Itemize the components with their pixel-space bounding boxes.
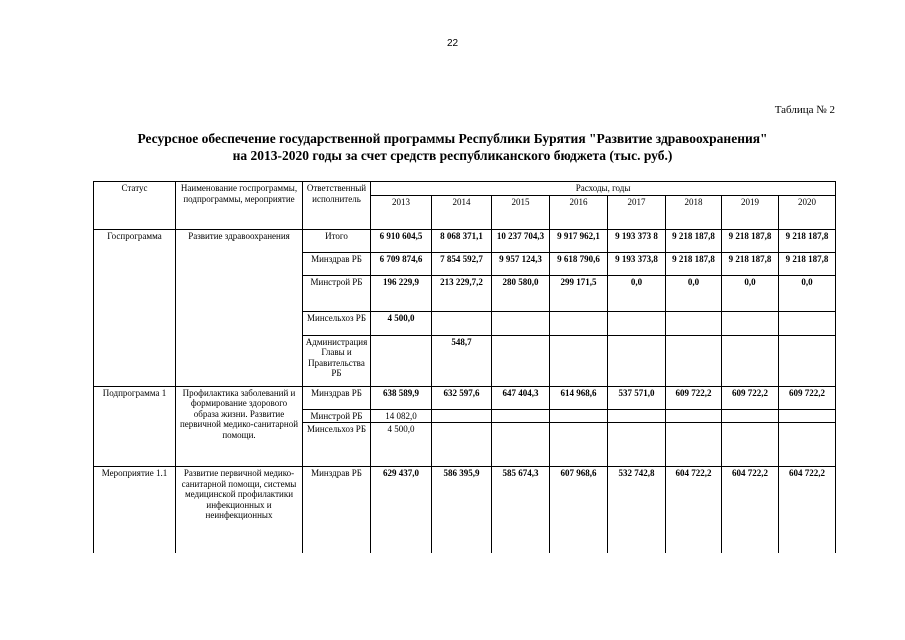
value-cell: 0,0 — [608, 275, 666, 311]
value-cell — [722, 423, 779, 467]
value-cell: 6 709 874,6 — [371, 252, 432, 275]
header-executor: Ответственный исполнитель — [303, 182, 371, 230]
value-cell — [550, 409, 608, 423]
value-cell: 196 229,9 — [371, 275, 432, 311]
header-status: Статус — [94, 182, 176, 230]
value-cell: 299 171,5 — [550, 275, 608, 311]
value-cell — [779, 423, 836, 467]
value-cell — [550, 311, 608, 335]
value-cell: 9 218 187,8 — [722, 252, 779, 275]
value-cell — [492, 409, 550, 423]
executor-cell: Минсельхоз РБ — [303, 311, 371, 335]
value-cell: 9 218 187,8 — [666, 252, 722, 275]
status-cell: Мероприятие 1.1 — [94, 467, 176, 553]
value-cell: 9 218 187,8 — [779, 229, 836, 252]
value-cell — [432, 409, 492, 423]
document-title — [60, 130, 845, 164]
value-cell — [666, 311, 722, 335]
status-cell: Госпрограмма — [94, 229, 176, 386]
value-cell: 6 910 604,5 — [371, 229, 432, 252]
value-cell — [608, 423, 666, 467]
value-cell: 9 218 187,8 — [779, 252, 836, 275]
value-cell — [550, 423, 608, 467]
header-year: 2013 — [371, 195, 432, 229]
value-cell: 537 571,0 — [608, 386, 666, 409]
table-label: Таблица № 2 — [774, 104, 835, 116]
name-cell: Развитие здравоохранения — [176, 229, 303, 386]
resources-table — [93, 181, 836, 553]
value-cell — [722, 335, 779, 386]
value-cell: 629 437,0 — [371, 467, 432, 553]
value-cell — [722, 311, 779, 335]
title-line-2: на 2013-2020 годы за счет средств республиканского бюджета (тыс. руб.) — [232, 148, 673, 163]
value-cell: 0,0 — [779, 275, 836, 311]
value-cell: 9 618 790,6 — [550, 252, 608, 275]
value-cell: 9 218 187,8 — [722, 229, 779, 252]
value-cell — [432, 423, 492, 467]
value-cell — [492, 311, 550, 335]
page-number: 22 — [446, 38, 459, 49]
header-year: 2020 — [779, 195, 836, 229]
value-cell: 4 500,0 — [371, 423, 432, 467]
value-cell — [608, 311, 666, 335]
value-cell: 280 580,0 — [492, 275, 550, 311]
table-row — [94, 386, 836, 409]
value-cell: 604 722,2 — [666, 467, 722, 553]
value-cell — [492, 335, 550, 386]
value-cell: 647 404,3 — [492, 386, 550, 409]
executor-cell: Минздрав РБ — [303, 467, 371, 553]
executor-cell: Администрация Главы и Правительства РБ — [303, 335, 371, 386]
value-cell: 0,0 — [666, 275, 722, 311]
name-cell: Развитие первичной медико-санитарной помощи, системы медицинской профилактики инфекционных и неинфекционных — [176, 467, 303, 553]
table-row — [94, 467, 836, 553]
value-cell: 638 589,9 — [371, 386, 432, 409]
value-cell: 604 722,2 — [779, 467, 836, 553]
value-cell: 213 229,7,2 — [432, 275, 492, 311]
value-cell: 0,0 — [722, 275, 779, 311]
value-cell: 14 082,0 — [371, 409, 432, 423]
header-name: Наименование госпрограммы, подпрограммы, мероприятие — [176, 182, 303, 230]
value-cell — [779, 409, 836, 423]
executor-cell: Итого — [303, 229, 371, 252]
table-row — [94, 229, 836, 252]
executor-cell: Минздрав РБ — [303, 386, 371, 409]
name-cell: Профилактика заболеваний и формирование здорового образа жизни. Развитие первичной медико-санитарной помощи. — [176, 386, 303, 467]
value-cell: 9 193 373 8 — [608, 229, 666, 252]
value-cell: 9 218 187,8 — [666, 229, 722, 252]
value-cell: 586 395,9 — [432, 467, 492, 553]
header-year: 2018 — [666, 195, 722, 229]
value-cell: 4 500,0 — [371, 311, 432, 335]
value-cell: 609 722,2 — [722, 386, 779, 409]
value-cell: 609 722,2 — [666, 386, 722, 409]
executor-cell: Минсельхоз РБ — [303, 423, 371, 467]
executor-cell: Минстрой РБ — [303, 275, 371, 311]
value-cell: 9 957 124,3 — [492, 252, 550, 275]
status-cell: Подпрограмма 1 — [94, 386, 176, 467]
executor-cell: Минздрав РБ — [303, 252, 371, 275]
value-cell — [666, 409, 722, 423]
value-cell: 532 742,8 — [608, 467, 666, 553]
header-year: 2017 — [608, 195, 666, 229]
header-year: 2019 — [722, 195, 779, 229]
value-cell — [492, 423, 550, 467]
value-cell: 9 917 962,1 — [550, 229, 608, 252]
value-cell — [608, 335, 666, 386]
value-cell — [432, 311, 492, 335]
value-cell: 609 722,2 — [779, 386, 836, 409]
value-cell — [550, 335, 608, 386]
header-year: 2014 — [432, 195, 492, 229]
value-cell: 548,7 — [432, 335, 492, 386]
value-cell: 607 968,6 — [550, 467, 608, 553]
value-cell — [666, 335, 722, 386]
value-cell — [371, 335, 432, 386]
value-cell: 614 968,6 — [550, 386, 608, 409]
header-year: 2015 — [492, 195, 550, 229]
executor-cell: Минстрой РБ — [303, 409, 371, 423]
value-cell: 585 674,3 — [492, 467, 550, 553]
value-cell: 7 854 592,7 — [432, 252, 492, 275]
header-expenses: Расходы, годы — [371, 182, 836, 196]
title-line-1: Ресурсное обеспечение государственной программы Республики Бурятия "Развитие здравоохранения" — [137, 131, 768, 146]
value-cell: 9 193 373,8 — [608, 252, 666, 275]
value-cell — [722, 409, 779, 423]
value-cell — [608, 409, 666, 423]
value-cell — [666, 423, 722, 467]
value-cell — [779, 335, 836, 386]
value-cell: 632 597,6 — [432, 386, 492, 409]
value-cell: 8 068 371,1 — [432, 229, 492, 252]
value-cell — [779, 311, 836, 335]
value-cell: 10 237 704,3 — [492, 229, 550, 252]
header-year: 2016 — [550, 195, 608, 229]
value-cell: 604 722,2 — [722, 467, 779, 553]
